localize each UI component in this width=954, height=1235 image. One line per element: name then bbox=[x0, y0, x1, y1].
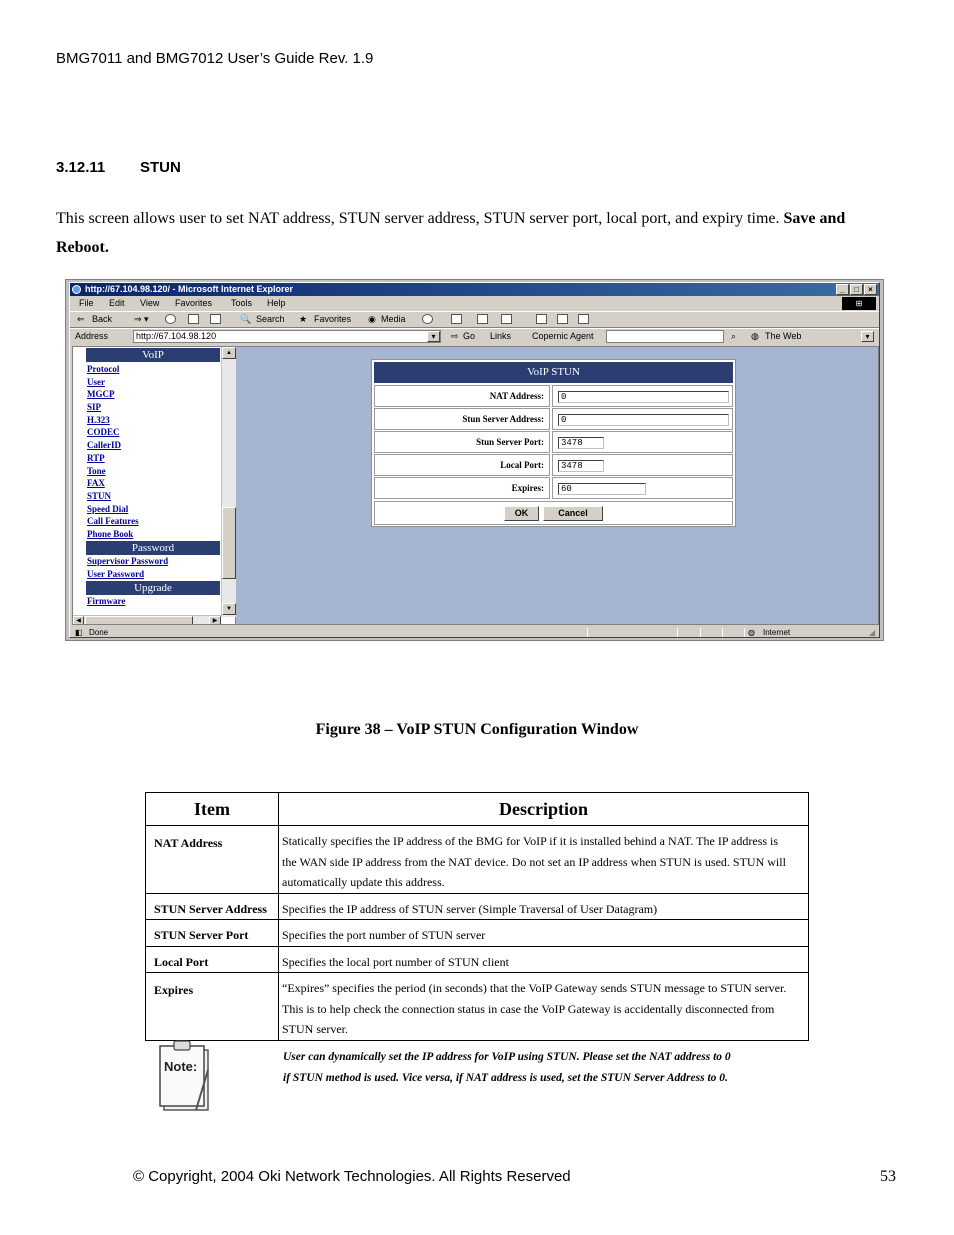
nav-item-user[interactable]: User bbox=[87, 376, 105, 387]
row-stun-server-port bbox=[374, 431, 733, 453]
back-button[interactable]: Back bbox=[92, 314, 113, 324]
browser-title: http://67.104.98.120/ - Microsoft Internet Explorer bbox=[85, 284, 294, 294]
menu-tools[interactable]: Tools bbox=[231, 298, 253, 308]
footer-copyright: © Copyright, 2004 Oki Network Technologies. All Rights Reserved bbox=[133, 1168, 571, 1185]
menu-edit[interactable]: Edit bbox=[109, 298, 125, 308]
search-button[interactable]: Search bbox=[256, 314, 285, 324]
horizontal-scrollbar[interactable] bbox=[73, 615, 221, 625]
row-expires bbox=[374, 477, 733, 499]
section-heading bbox=[56, 159, 181, 176]
browser-menu-bar bbox=[70, 296, 879, 312]
row-stun-server-address bbox=[374, 408, 733, 430]
the-web-dropdown-icon[interactable]: ▾ bbox=[861, 331, 874, 342]
nav-item-callerid[interactable]: CallerID bbox=[87, 440, 121, 451]
row-item: NAT Address bbox=[146, 826, 279, 894]
nav-item-sip[interactable]: SIP bbox=[87, 402, 102, 413]
desc-line: automatically update this address. bbox=[282, 875, 445, 889]
button-row bbox=[374, 501, 733, 525]
desc-line: Specifies the port number of STUN server bbox=[282, 928, 486, 942]
globe-icon: ◍ bbox=[751, 331, 759, 341]
ie-logo-icon bbox=[72, 285, 81, 294]
figure-screenshot bbox=[65, 279, 884, 641]
row-item: Expires bbox=[146, 973, 279, 1041]
the-web-label[interactable]: The Web bbox=[765, 331, 802, 341]
forward-arrow-icon[interactable]: ⇒ ▾ bbox=[134, 314, 149, 324]
scroll-thumb[interactable] bbox=[222, 507, 236, 579]
expires-label: Expires: bbox=[374, 477, 550, 499]
nav-item-phone-book[interactable]: Phone Book bbox=[87, 528, 134, 539]
menu-view[interactable]: View bbox=[140, 298, 160, 308]
note-icon-label: Note: bbox=[164, 1059, 198, 1074]
address-label: Address bbox=[75, 331, 109, 341]
messenger-icon[interactable] bbox=[557, 314, 568, 324]
windows-logo-icon: ⊞ bbox=[842, 297, 876, 310]
copernic-search-input[interactable] bbox=[606, 330, 724, 343]
nav-item-speed-dial[interactable]: Speed Dial bbox=[87, 503, 129, 514]
page-done-icon: ◧ bbox=[75, 628, 83, 637]
resize-grip-icon[interactable]: ◢ bbox=[869, 628, 876, 637]
home-icon[interactable] bbox=[210, 314, 221, 324]
left-nav-frame bbox=[73, 347, 236, 625]
scroll-down-icon[interactable]: ▼ bbox=[222, 603, 236, 615]
media-icon[interactable]: ◉ bbox=[368, 314, 376, 324]
intro-text: This screen allows user to set NAT address, STUN server address, STUN server port, local port, and expiry time. bbox=[56, 210, 780, 227]
nav-item-stun[interactable]: STUN bbox=[87, 490, 112, 501]
nav-item-supervisor-password[interactable]: Supervisor Password bbox=[87, 555, 169, 566]
nav-item-codec[interactable]: CODEC bbox=[87, 427, 120, 438]
local-port-label: Local Port: bbox=[374, 454, 550, 476]
nav-item-protocol[interactable]: Protocol bbox=[87, 364, 120, 374]
refresh-icon[interactable] bbox=[188, 314, 199, 324]
figure-caption: Figure 38 – VoIP STUN Configuration Window bbox=[315, 721, 639, 738]
nav-item-fax[interactable]: FAX bbox=[87, 478, 105, 489]
vertical-scrollbar[interactable] bbox=[221, 347, 236, 617]
nav-header-voip: VoIP bbox=[86, 348, 220, 362]
row-description bbox=[279, 946, 809, 973]
browser-toolbar bbox=[70, 312, 879, 328]
header-description: Description bbox=[279, 793, 809, 826]
menu-file[interactable]: File bbox=[79, 298, 94, 308]
row-local-port bbox=[374, 454, 733, 476]
go-arrow-icon[interactable]: ⇨ bbox=[451, 331, 459, 341]
media-button[interactable]: Media bbox=[381, 314, 406, 324]
desc-line: This is to help check the connection status in case the VoIP Gateway is accidentally disconnected from bbox=[282, 1001, 775, 1016]
favorites-button[interactable]: Favorites bbox=[314, 314, 352, 324]
table-header-row bbox=[146, 793, 809, 826]
discuss-icon[interactable] bbox=[536, 314, 547, 324]
research-icon[interactable] bbox=[578, 314, 589, 324]
local-port-input[interactable]: 3478 bbox=[558, 460, 604, 472]
row-item: STUN Server Port bbox=[146, 920, 279, 947]
table-row bbox=[146, 973, 809, 1041]
nav-item-rtp[interactable]: RTP bbox=[87, 452, 105, 463]
intro-paragraph bbox=[56, 204, 886, 262]
stop-icon[interactable] bbox=[165, 314, 176, 324]
stun-server-port-label: Stun Server Port: bbox=[374, 431, 550, 453]
print-icon[interactable] bbox=[477, 314, 488, 324]
stun-panel-title: VoIP STUN bbox=[374, 362, 733, 383]
scroll-up-icon[interactable]: ▲ bbox=[222, 347, 236, 359]
note-line: User can dynamically set the IP address for VoIP using STUN. Please set the NAT address to 0 bbox=[283, 1051, 731, 1063]
search-icon[interactable]: 🔍 bbox=[240, 314, 252, 324]
header-item: Item bbox=[146, 793, 279, 826]
address-dropdown-icon[interactable]: ▾ bbox=[427, 331, 440, 342]
browser-window bbox=[69, 282, 880, 638]
row-item: STUN Server Address bbox=[146, 893, 279, 920]
section-number: 3.12.11 bbox=[56, 159, 106, 176]
table-row bbox=[146, 826, 809, 894]
browser-status-bar bbox=[72, 627, 879, 638]
table-row bbox=[146, 946, 809, 973]
history-icon[interactable] bbox=[422, 314, 433, 324]
browser-title-bar bbox=[70, 283, 879, 296]
cancel-button[interactable]: Cancel bbox=[543, 506, 603, 521]
nav-menu bbox=[86, 348, 220, 607]
stun-server-address-label: Stun Server Address: bbox=[374, 408, 550, 430]
menu-help[interactable]: Help bbox=[267, 298, 286, 308]
row-description bbox=[279, 973, 809, 1041]
browser-content bbox=[72, 346, 879, 625]
mail-icon[interactable] bbox=[451, 314, 462, 324]
search-icon[interactable]: ⌕ bbox=[731, 331, 737, 341]
status-text: Done bbox=[89, 628, 109, 637]
nav-item-h323[interactable]: H.323 bbox=[87, 414, 110, 425]
nav-header-upgrade: Upgrade bbox=[86, 581, 220, 595]
intro-bold-text: Save and Reboot. bbox=[56, 210, 846, 256]
ok-button[interactable]: OK bbox=[504, 506, 539, 521]
nav-item-mgcp[interactable]: MGCP bbox=[87, 389, 115, 400]
minimize-icon[interactable]: _ bbox=[836, 284, 849, 295]
row-item: Local Port bbox=[146, 946, 279, 973]
note-line: if STUN method is used. Vice versa, if NAT address is used, set the STUN Server Address to 0. bbox=[283, 1072, 728, 1084]
favorites-icon[interactable]: ★ bbox=[299, 314, 308, 324]
desc-line: the WAN side IP address from the NAT device. Do not set an IP address when STUN is used. STUN will bbox=[282, 854, 786, 869]
note-clipboard-icon bbox=[158, 1040, 218, 1115]
go-button[interactable]: Go bbox=[463, 331, 476, 341]
table-row bbox=[146, 893, 809, 920]
scroll-right-icon[interactable]: ▶ bbox=[209, 616, 221, 625]
stun-server-address-input[interactable]: 0 bbox=[558, 414, 729, 426]
row-description bbox=[279, 893, 809, 920]
scroll-left-icon[interactable]: ◀ bbox=[73, 616, 84, 625]
nav-item-tone[interactable]: Tone bbox=[87, 465, 106, 476]
nav-header-password: Password bbox=[86, 541, 220, 555]
desc-line: Statically specifies the IP address of the BMG for VoIP if it is installed behind a NAT. The IP address is bbox=[282, 834, 779, 848]
address-input[interactable]: http://67.104.98.120 bbox=[133, 330, 441, 343]
menu-favorites[interactable]: Favorites bbox=[175, 298, 213, 308]
nat-address-label: NAT Address: bbox=[374, 385, 550, 407]
expires-input[interactable]: 60 bbox=[558, 483, 646, 495]
voip-stun-panel bbox=[371, 359, 736, 527]
edit-icon[interactable] bbox=[501, 314, 512, 324]
page-number: 53 bbox=[880, 1168, 896, 1185]
internet-zone-icon: ◍ bbox=[748, 628, 755, 637]
status-zone: Internet bbox=[763, 628, 791, 637]
desc-line: Specifies the IP address of STUN server (Simple Traversal of User Datagram) bbox=[282, 901, 658, 916]
copernic-label[interactable]: Copernic Agent bbox=[532, 331, 594, 341]
desc-line: Specifies the local port number of STUN client bbox=[282, 954, 509, 969]
table-row bbox=[146, 920, 809, 947]
row-description bbox=[279, 826, 809, 894]
close-icon[interactable]: × bbox=[864, 284, 877, 295]
nav-item-call-features[interactable]: Call Features bbox=[87, 516, 139, 527]
stun-server-port-input[interactable]: 3478 bbox=[558, 437, 604, 449]
row-nat-address bbox=[374, 385, 733, 407]
note-text bbox=[283, 1047, 803, 1089]
back-arrow-icon[interactable]: ⇐ bbox=[77, 314, 85, 324]
row-description bbox=[279, 920, 809, 947]
hscroll-thumb[interactable] bbox=[85, 616, 193, 625]
nav-item-firmware[interactable]: Firmware bbox=[87, 595, 126, 606]
desc-line: STUN server. bbox=[282, 1022, 348, 1036]
links-label[interactable]: Links bbox=[490, 331, 512, 341]
nat-address-input[interactable]: 0 bbox=[558, 391, 729, 403]
maximize-icon[interactable]: □ bbox=[850, 284, 863, 295]
desc-line: “Expires” specifies the period (in seconds) that the VoIP Gateway sends STUN message to STUN server. bbox=[282, 981, 787, 995]
section-title: STUN bbox=[140, 159, 181, 176]
document-header: BMG7011 and BMG7012 User’s Guide Rev. 1.9 bbox=[56, 50, 374, 67]
nav-item-user-password[interactable]: User Password bbox=[87, 568, 145, 579]
description-table bbox=[145, 792, 809, 1041]
address-bar bbox=[70, 328, 879, 344]
